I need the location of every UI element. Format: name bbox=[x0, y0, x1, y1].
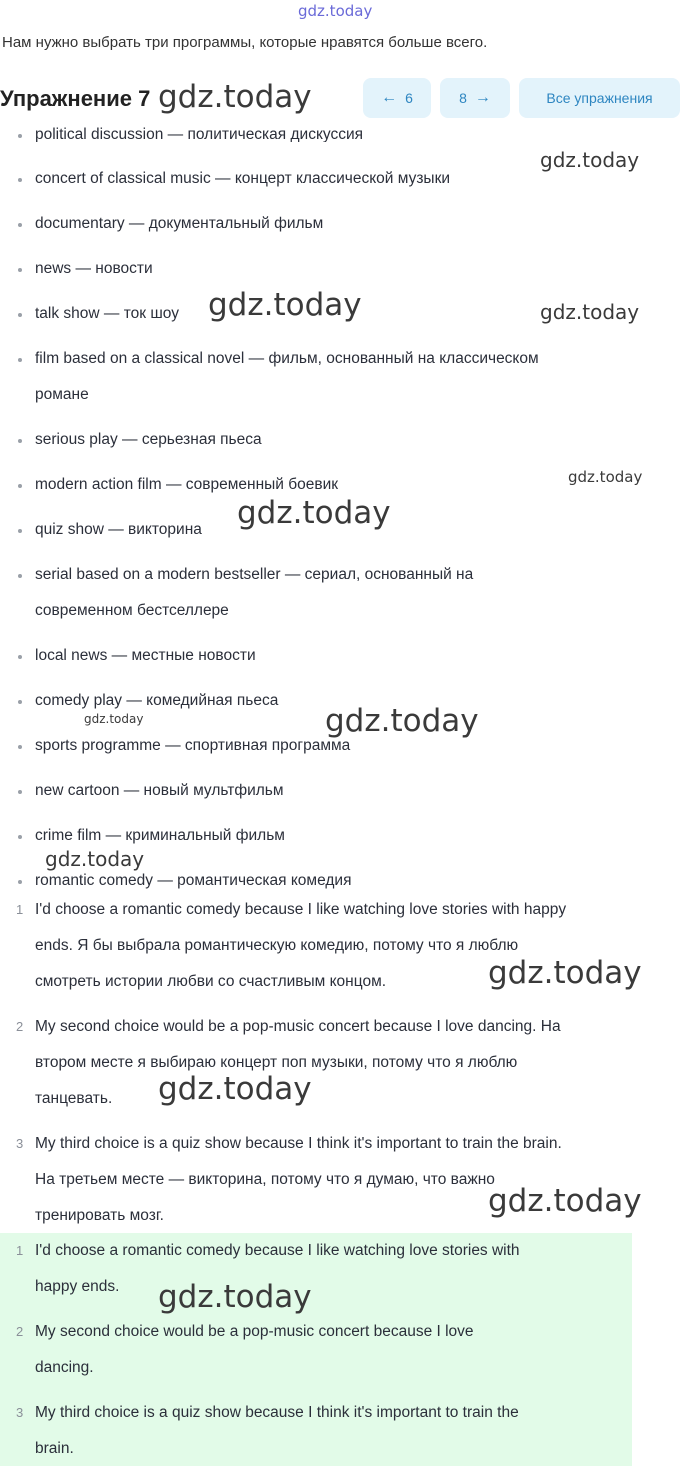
vocab-item: talk show — ток шоу bbox=[35, 305, 179, 322]
watermark: gdz.today bbox=[325, 703, 479, 739]
answer-number: 3 bbox=[16, 1405, 24, 1420]
answer-line: На третьем месте — викторина, потому что я думаю, что важно bbox=[35, 1171, 495, 1188]
vocab-item: local news — местные новости bbox=[35, 647, 256, 664]
exercise-title: Упражнение 7 bbox=[0, 86, 151, 111]
answer-line: My third choice is a quiz show because I think it's important to train the brain. bbox=[35, 1135, 562, 1152]
vocab-item: film based on a classical novel — фильм, основанный на классическом bbox=[35, 350, 539, 367]
vocab-item-continuation: романе bbox=[35, 386, 89, 403]
vocab-item: documentary — документальный фильм bbox=[35, 215, 324, 232]
bullet bbox=[18, 700, 22, 704]
bullet bbox=[18, 880, 22, 884]
watermark: gdz.today bbox=[84, 712, 144, 726]
bullet bbox=[18, 790, 22, 794]
answer-line: втором месте я выбираю концерт поп музыки, потому что я люблю bbox=[35, 1054, 518, 1071]
vocab-item: romantic comedy — романтическая комедия bbox=[35, 872, 352, 889]
vocab-item: serial based on a modern bestseller — сериал, основанный на bbox=[35, 566, 474, 583]
bullet bbox=[18, 313, 22, 317]
all-exercises-button[interactable] bbox=[519, 78, 680, 118]
bullet bbox=[18, 574, 22, 578]
watermark: gdz.today bbox=[568, 468, 643, 486]
answer-line: тренировать мозг. bbox=[35, 1207, 164, 1224]
answer-number: 1 bbox=[16, 902, 24, 917]
answer-line: смотреть истории любви со счастливым концом. bbox=[35, 973, 387, 990]
intro-text: Нам нужно выбрать три программы, которые нравятся больше всего. bbox=[2, 34, 488, 51]
prev-exercise-button[interactable] bbox=[363, 78, 431, 118]
watermark: gdz.today bbox=[540, 300, 640, 324]
vocab-item: sports programme — спортивная программа bbox=[35, 737, 351, 754]
bullet bbox=[18, 655, 22, 659]
vocab-item: quiz show — викторина bbox=[35, 521, 202, 538]
answer-number: 2 bbox=[16, 1019, 24, 1034]
vocab-item: crime film — криминальный фильм bbox=[35, 827, 285, 844]
answer-number: 3 bbox=[16, 1136, 24, 1151]
answer-line: ends. Я бы выбрала романтическую комедию, потому что я люблю bbox=[35, 937, 519, 954]
bullet bbox=[18, 835, 22, 839]
answer-line: My second choice would be a pop-music concert because I love bbox=[35, 1323, 474, 1340]
vocab-item: new cartoon — новый мультфильм bbox=[35, 782, 284, 799]
bullet bbox=[18, 134, 22, 138]
answer-line: dancing. bbox=[35, 1359, 94, 1376]
arrow-right-icon: → bbox=[474, 89, 491, 106]
watermark: gdz.today bbox=[45, 847, 145, 871]
watermark: gdz.today bbox=[208, 287, 362, 323]
answer-line: brain. bbox=[35, 1440, 74, 1457]
bullet bbox=[18, 529, 22, 533]
bullet bbox=[18, 268, 22, 272]
vocab-item: political discussion — политическая дискуссия bbox=[35, 126, 364, 142]
watermark: gdz.today bbox=[237, 495, 391, 531]
watermark: gdz.today bbox=[158, 1279, 312, 1315]
answer-line: My third choice is a quiz show because I think it's important to train the bbox=[35, 1404, 519, 1421]
vocab-item: news — новости bbox=[35, 260, 153, 277]
bullet bbox=[18, 358, 22, 362]
bullet bbox=[18, 178, 22, 182]
prev-exercise-label: 6 bbox=[405, 90, 413, 106]
vocab-item: serious play — серьезная пьеса bbox=[35, 431, 262, 448]
answer-line: My second choice would be a pop-music concert because I love dancing. На bbox=[35, 1018, 561, 1035]
vocab-item-continuation: современном бестселлере bbox=[35, 602, 229, 619]
vocab-item: concert of classical music — концерт классической музыки bbox=[35, 170, 451, 187]
answer-line: I'd choose a romantic comedy because I like watching love stories with bbox=[35, 1242, 520, 1259]
vocab-item: modern action film — современный боевик bbox=[35, 476, 339, 493]
bullet bbox=[18, 223, 22, 227]
vocab-item: comedy play — комедийная пьеса bbox=[35, 692, 279, 709]
arrow-left-icon: ← bbox=[381, 89, 398, 106]
watermark: gdz.today bbox=[488, 955, 642, 991]
watermark: gdz.today bbox=[488, 1183, 642, 1219]
watermark: gdz.today bbox=[540, 148, 640, 172]
answer-line: happy ends. bbox=[35, 1278, 120, 1295]
watermark-top: gdz.today bbox=[298, 2, 373, 20]
vocab-clip bbox=[0, 122, 680, 142]
next-exercise-label: 8 bbox=[459, 90, 467, 106]
bullet bbox=[18, 745, 22, 749]
bullet bbox=[18, 484, 22, 488]
answer-line: танцевать. bbox=[35, 1090, 113, 1107]
answer-number: 1 bbox=[16, 1243, 24, 1258]
answer-number: 2 bbox=[16, 1324, 24, 1339]
all-exercises-label: Все упражнения bbox=[546, 90, 653, 106]
watermark: gdz.today bbox=[158, 79, 312, 115]
watermark: gdz.today bbox=[158, 1071, 312, 1107]
next-exercise-button[interactable] bbox=[440, 78, 510, 118]
bullet bbox=[18, 439, 22, 443]
answer-line: I'd choose a romantic comedy because I like watching love stories with happy bbox=[35, 901, 567, 918]
